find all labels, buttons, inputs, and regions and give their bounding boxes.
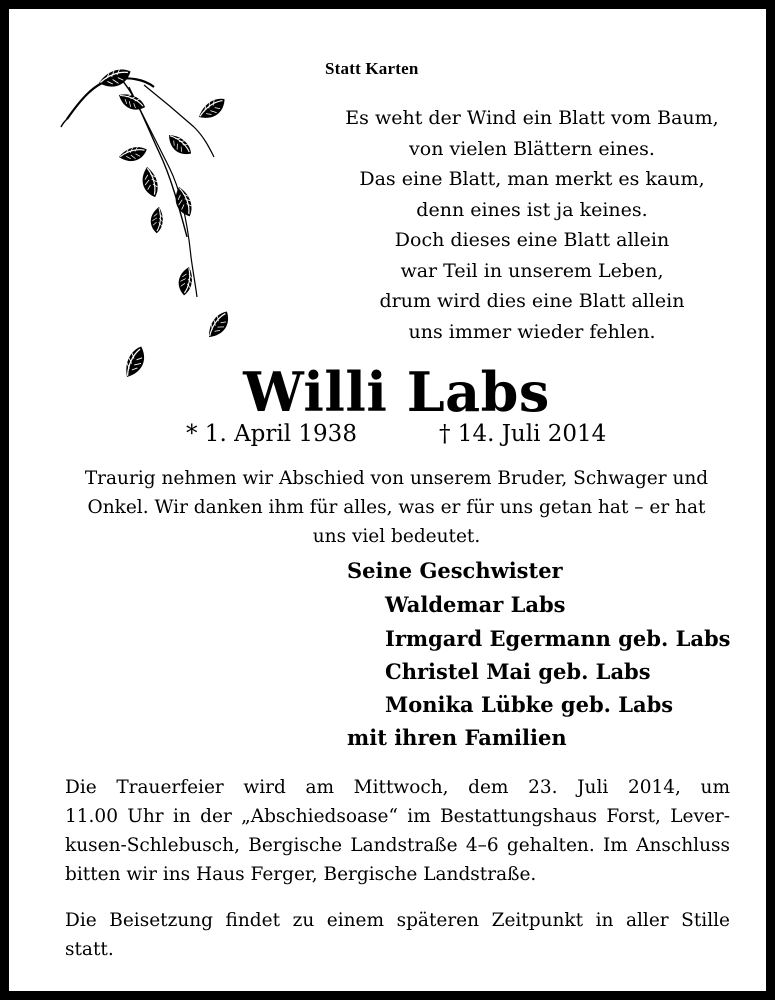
details-line: 11.00 Uhr in der „Abschiedsoase“ im Bestattungshaus Forst, Lever- [65, 806, 730, 827]
intro-text [64, 464, 729, 551]
poem-line: Doch dieses eine Blatt allein [394, 229, 670, 251]
poem-line: drum wird dies eine Blatt allein [379, 290, 685, 312]
note-line: statt. [65, 939, 114, 960]
poem-line: Das eine Blatt, man merkt es kaum, [359, 168, 705, 190]
poem-line: uns immer wieder fehlen. [408, 320, 656, 343]
signers-heading: Seine Geschwister [347, 558, 563, 583]
intro-line: Traurig nehmen wir Abschied von unserem Bruder, Schwager und [84, 468, 709, 489]
signer-name: Irmgard Egermann geb. Labs [385, 626, 731, 651]
poem-line: Es weht der Wind ein Blatt vom Baum, [345, 107, 719, 129]
details-line: kusen-Schlebusch, Bergische Landstraße 4–6 gehalten. Im Anschluss [65, 835, 730, 856]
poem [327, 103, 737, 347]
signer-name: Christel Mai geb. Labs [385, 659, 651, 684]
poem-line: denn eines ist ja keines. [416, 198, 648, 221]
signer-name: Monika Lübke geb. Labs [385, 692, 674, 717]
signer-name: Waldemar Labs [385, 592, 566, 617]
death-date: † 14. Juli 2014 [439, 421, 607, 447]
birth-date: * 1. April 1938 [186, 421, 357, 447]
details-line: Die Trauerfeier wird am Mittwoch, dem 23. Juli 2014, um [65, 777, 730, 798]
details-line: bitten wir ins Haus Ferger, Bergische Landstraße. [65, 864, 537, 885]
funeral-details [65, 773, 730, 889]
signers-closing: mit ihren Familien [347, 725, 567, 750]
intro-line: Onkel. Wir danken ihm für alles, was er für uns getan hat – er hat [87, 497, 706, 518]
burial-note [65, 906, 730, 964]
poem-line: von vielen Blättern eines. [409, 137, 655, 160]
deceased-name: Willi Labs [243, 360, 550, 424]
header-label: Statt Karten [325, 59, 419, 78]
note-line: Die Beisetzung findet zu einem späteren Zeitpunkt in aller Stille [65, 910, 730, 931]
poem-line: war Teil in unserem Leben, [400, 259, 664, 282]
intro-line: uns viel bedeutet. [312, 526, 481, 547]
